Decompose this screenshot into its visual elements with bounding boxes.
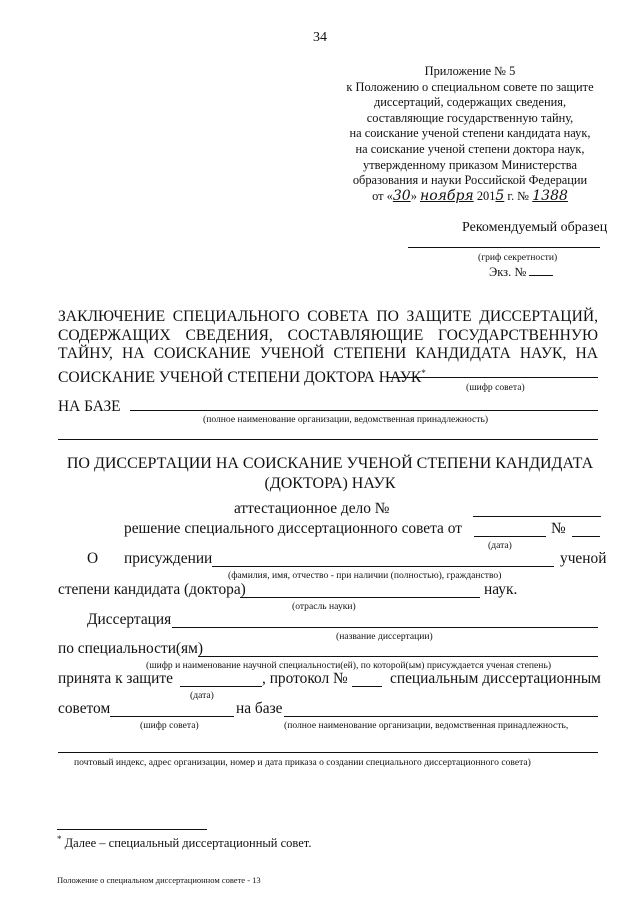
degree-label: степени кандидата (доктора) (58, 581, 246, 598)
footnote-mark: * (57, 834, 62, 844)
protocol-number-field[interactable] (352, 686, 382, 687)
council-label: советом (58, 700, 111, 717)
name-caption: (фамилия, имя, отчество - при наличии (полностью), гражданство) (228, 570, 502, 581)
appendix-line: к Положению о специальном совете по защите (346, 79, 594, 94)
appendix-line: утвержденному приказом Министерства (363, 157, 577, 172)
case-number-field[interactable] (473, 516, 601, 517)
o-label: О (87, 550, 99, 567)
year-suffix: г. № (504, 188, 530, 203)
year-prefix: 201 (476, 188, 496, 203)
address-field[interactable] (58, 752, 598, 753)
copy-label: Экз. № (489, 265, 527, 279)
organization-field[interactable] (284, 716, 598, 717)
appendix-line: образования и науки Российской Федерации (352, 173, 588, 188)
handwritten-year-digit: 5 (495, 187, 505, 204)
title-line: СОДЕРЖАЩИХ СВЕДЕНИЯ, СОСТАВЛЯЮЩИЕ ГОСУДАРСТВЕННУЮ (58, 326, 598, 344)
date-prefix: от « (372, 188, 393, 203)
decision-label: решение специального диссертационного совета от (124, 520, 462, 537)
sciences-label: наук. (484, 581, 518, 598)
decision-no-label: № (551, 520, 566, 537)
specialty-caption: (шифр и наименование научной специальности(ей), по которой(ым) присуждается ученая степень) (146, 660, 552, 671)
date-close: » (410, 188, 417, 203)
accepted-label: принята к защите (58, 670, 173, 687)
base-line (130, 410, 598, 411)
date-caption: (дата) (488, 540, 512, 551)
handwritten-month: ноября (420, 187, 474, 204)
accepted-date-field[interactable] (180, 686, 262, 687)
appendix-header (340, 64, 600, 204)
appendix-line: Приложение № 5 (424, 64, 516, 78)
specialty-field[interactable] (198, 656, 598, 657)
dissertation-caption: (название диссертации) (336, 631, 433, 642)
appendix-line: на соискание ученой степени доктора наук, (355, 141, 585, 156)
address-caption: почтовый индекс, адрес организации, номер и дата приказа о создании специального диссертационного совета) (74, 757, 531, 768)
code-caption-2: (шифр совета) (140, 720, 199, 731)
org-caption-2: (полное наименование организации, ведомственная принадлежность, (284, 720, 569, 731)
appendix-date-line (340, 189, 600, 205)
title-line: СОИСКАНИЕ УЧЕНОЙ СТЕПЕНИ ДОКТОРА НАУК (58, 368, 422, 386)
base-label: НА БАЗЕ (58, 398, 121, 415)
appendix-line: диссертаций, содержащих сведения, (373, 95, 567, 110)
case-label: аттестационное дело № (234, 500, 390, 517)
base-line-2 (58, 439, 598, 440)
protocol-label: , протокол № (262, 670, 348, 687)
title-footnote-mark: * (421, 367, 426, 378)
subtitle-line: (ДОКТОРА) НАУК (264, 475, 396, 492)
name-field[interactable] (212, 566, 554, 567)
appendix-line: на соискание ученой степени кандидата наук, (349, 126, 591, 141)
special-label: специальным диссертационным (390, 670, 601, 687)
handwritten-order-number: 1388 (532, 187, 568, 204)
decision-date-field[interactable] (474, 536, 546, 537)
recommended-sample-label: Рекомендуемый образец (462, 220, 608, 235)
footnote (57, 834, 311, 851)
subtitle-line: ПО ДИССЕРТАЦИИ НА СОИСКАНИЕ УЧЕНОЙ СТЕПЕНИ КАНДИДАТА (66, 455, 594, 472)
award-label: присуждении (124, 550, 213, 567)
branch-caption: (отрасль науки) (292, 601, 356, 612)
document-title (58, 308, 598, 388)
footnote-text: Далее – специальный диссертационный совет. (64, 836, 312, 851)
title-line: ЗАКЛЮЧЕНИЕ СПЕЦИАЛЬНОГО СОВЕТА ПО ЗАЩИТЕ ДИССЕРТАЦИЙ, (58, 308, 598, 325)
appendix-line: составляющие государственную тайну, (366, 110, 574, 125)
title-line: ТАЙНУ, НА СОИСКАНИЕ УЧЕНОЙ СТЕПЕНИ КАНДИДАТА НАУК, НА (58, 345, 598, 363)
on-base-label: на базе (236, 700, 283, 717)
council-code-line (388, 377, 598, 378)
specialty-label: по специальности(ям) (58, 640, 203, 657)
branch-field[interactable] (240, 597, 480, 598)
dissertation-field[interactable] (172, 627, 598, 628)
council-code-caption: (шифр совета) (466, 382, 525, 393)
handwritten-day: 30 (392, 187, 411, 204)
page-footer: Положение о специальном диссертационном совете - 13 (57, 875, 261, 885)
footnote-separator (57, 829, 207, 830)
secrecy-caption: (гриф секретности) (478, 252, 558, 263)
subtitle (40, 454, 620, 494)
page-number: 34 (313, 30, 327, 45)
dissertation-label: Диссертация (87, 611, 172, 628)
copy-number (489, 265, 553, 280)
base-caption: (полное наименование организации, ведомственная принадлежность) (203, 414, 489, 425)
council-code-field[interactable] (110, 716, 234, 717)
secrecy-line (408, 247, 600, 248)
scientific-label: ученой (560, 550, 607, 567)
decision-number-field[interactable] (572, 536, 600, 537)
date-caption-2: (дата) (190, 690, 214, 701)
